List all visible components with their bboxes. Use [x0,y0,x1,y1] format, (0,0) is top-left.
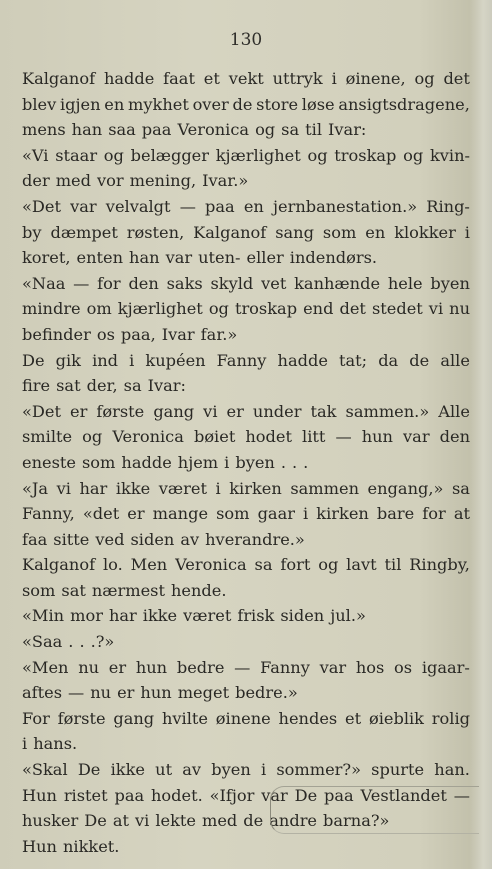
library-stamp-mark [270,786,479,834]
text-line: koret, enten han var uten- eller indendørs. [22,248,378,268]
text-line: befinder os paa, Ivar far.» [22,324,238,344]
text-line: mens han saa paa Veronica og sa til Ivar: [22,120,367,140]
text-line: «Ja vi har ikke været i kirken sammen engang,» sa [22,478,470,498]
text-line: eneste som hadde hjem i byen . . . [22,452,309,472]
text-line: «Men nu er hun bedre — Fanny var hos os igaar- [22,657,470,677]
text-line: «Saa . . .?» [22,632,115,652]
text-line: aftes — nu er hun meget bedre.» [22,683,298,703]
text-line: husker De at vi lekte med de andre barna?» [22,811,390,831]
text-line: «Skal De ikke ut av byen i sommer?» spurte han. [22,760,470,780]
text-line: De gik ind i kupéen Fanny hadde tat; da de alle [22,350,470,370]
text-line: For første gang hvilte øinene hendes et øieblik rolig [22,708,470,728]
text-line: i hans. [22,734,78,754]
body-text [22,66,470,859]
page-edge-shadow [470,0,492,869]
text-line: faa sitte ved siden av hverandre.» [22,529,305,549]
text-line: «Min mor har ikke været frisk siden jul.» [22,606,366,626]
text-line: som sat nærmest hende. [22,580,227,600]
text-line: Kalganof hadde faat et vekt uttryk i øinene, og det [22,69,470,88]
text-line: der med vor mening, Ivar.» [22,171,249,191]
text-line: blev igjen en mykhet over de store løse ansigtsdragene, [22,94,470,114]
text-line: «Naa — for den saks skyld vet kanhænde hele byen [22,273,470,293]
text-line: fire sat der, sa Ivar: [22,376,186,396]
text-line: by dæmpet røsten, Kalganof sang som en klokker i [22,222,470,242]
text-line: «Vi staar og belægger kjærlighet og troskap og kvin- [22,145,470,165]
text-line: mindre om kjærlighet og troskap end det stedet vi nu [22,299,470,319]
text-line: smilte og Veronica bøiet hodet litt — hun var den [22,427,470,447]
text-line: Kalganof lo. Men Veronica sa fort og lavt til Ringby, [22,555,470,575]
text-line: Hun ristet paa hodet. «Ifjor var De paa Vestlandet — [22,785,470,805]
text-line: Fanny, «det er mange som gaar i kirken bare for at [22,504,470,524]
page-number: 130 [229,30,263,50]
text-line: «Det er første gang vi er under tak sammen.» Alle [22,401,470,421]
text-line: «Det var velvalgt — paa en jernbanestation.» Ring- [22,196,470,216]
text-line: Hun nikket. [22,836,120,856]
